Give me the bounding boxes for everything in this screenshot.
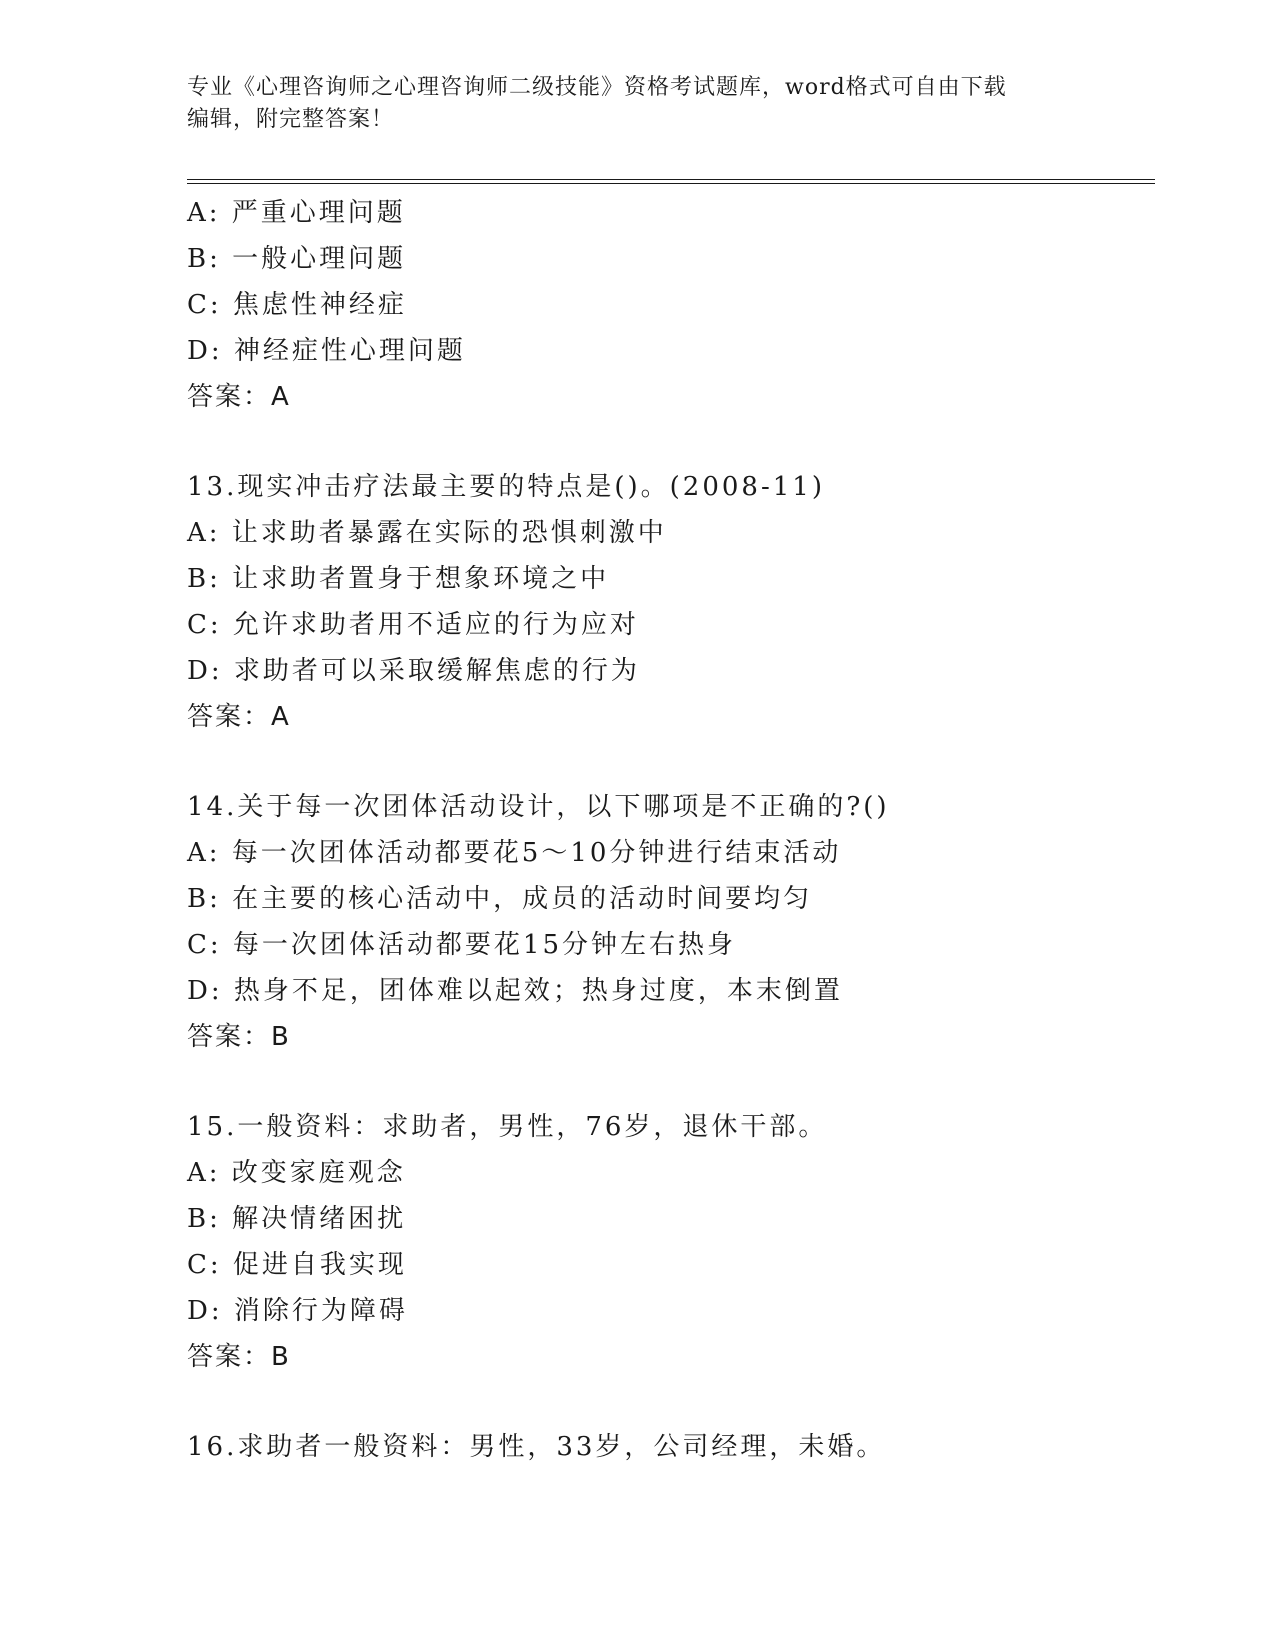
option-d: D: 求助者可以采取缓解焦虑的行为 (187, 656, 640, 686)
option-b: B: 让求助者置身于想象环境之中 (187, 564, 610, 594)
question-12-continued (187, 190, 1157, 420)
question-15 (187, 1104, 1157, 1380)
option-b: B: 解决情绪困扰 (187, 1204, 407, 1234)
question-16 (187, 1424, 1157, 1470)
option-c: C: 每一次团体活动都要花15分钟左右热身 (187, 930, 737, 960)
answer: 答案：B (187, 1022, 291, 1052)
question-stem: 15.一般资料：求助者，男性，76岁，退休干部。 (187, 1112, 828, 1142)
header-rule-top (187, 179, 1155, 180)
option-c: C: 焦虑性神经症 (187, 290, 407, 320)
answer: 答案：A (187, 382, 291, 412)
question-list (187, 190, 1157, 1470)
option-b: B: 一般心理问题 (187, 244, 407, 274)
option-c: C: 促进自我实现 (187, 1250, 407, 1280)
option-a: A: 改变家庭观念 (187, 1158, 406, 1188)
answer: 答案：A (187, 702, 291, 732)
question-stem: 14.关于每一次团体活动设计，以下哪项是不正确的?() (187, 792, 890, 822)
option-b: B: 在主要的核心活动中，成员的活动时间要均匀 (187, 884, 813, 914)
question-14 (187, 784, 1157, 1060)
option-a: A: 严重心理问题 (187, 198, 406, 228)
option-d: D: 消除行为障碍 (187, 1296, 408, 1326)
option-d: D: 热身不足，团体难以起效；热身过度，本末倒置 (187, 976, 843, 1006)
question-13 (187, 464, 1157, 740)
option-a: A: 每一次团体活动都要花5～10分钟进行结束活动 (187, 838, 842, 868)
question-stem: 13.现实冲击疗法最主要的特点是()。(2008-11) (187, 472, 825, 502)
question-stem: 16.求助者一般资料：男性，33岁，公司经理，未婚。 (187, 1432, 886, 1462)
header-line-2: 编辑，附完整答案！ (187, 107, 395, 132)
option-d: D: 神经症性心理问题 (187, 336, 466, 366)
document-header (187, 72, 1087, 136)
option-a: A: 让求助者暴露在实际的恐惧刺激中 (187, 518, 667, 548)
header-rule-bottom (187, 183, 1155, 184)
answer: 答案：B (187, 1342, 291, 1372)
header-line-1: 专业《心理咨询师之心理咨询师二级技能》资格考试题库，word格式可自由下载 (187, 75, 1007, 100)
option-c: C: 允许求助者用不适应的行为应对 (187, 610, 639, 640)
